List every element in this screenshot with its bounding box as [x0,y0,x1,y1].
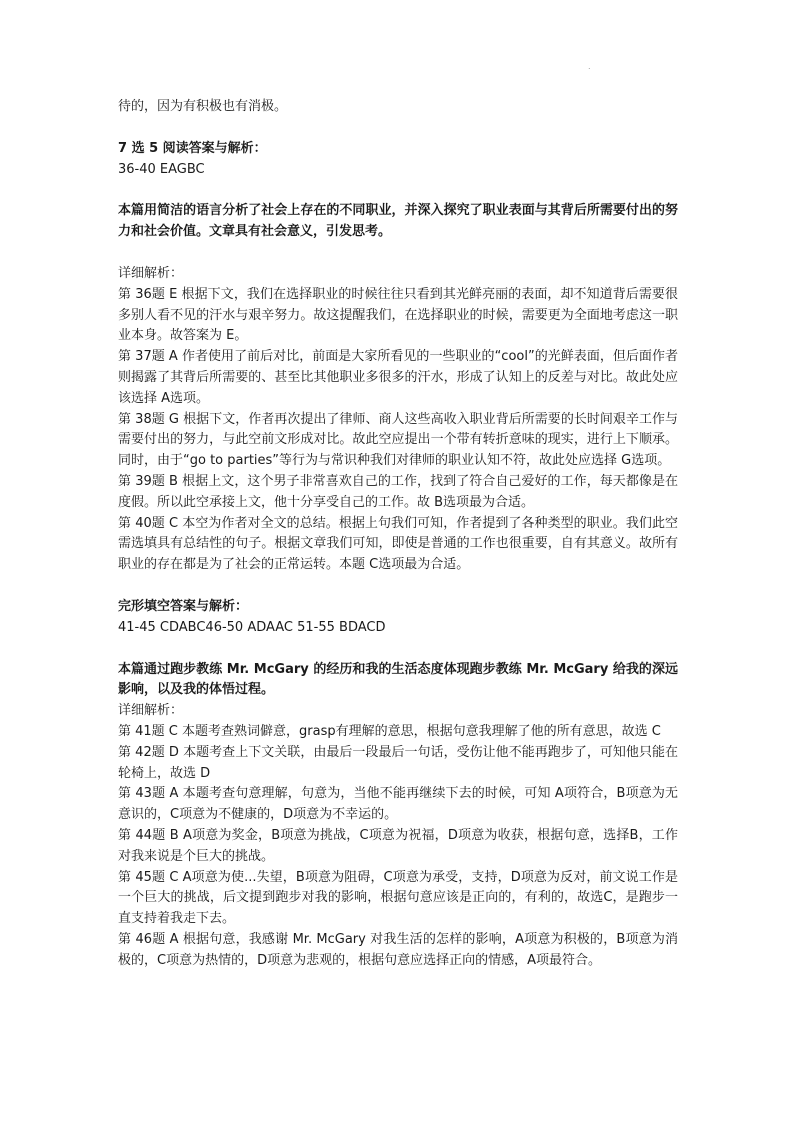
cloze-item-44: 第 44题 B A项意为奖金，B项意为挑战，C项意为祝福，D项意为收获，根据句意，选择B，工作对我来说是个巨大的挑战。 [118,827,678,864]
cloze-item-43: 第 43题 A 本题考查句意理解，句意为，当他不能再继续下去的时候，可知 A项符合，B项意为无意识的，C项意为不健康的，D项意为不幸运的。 [118,786,678,823]
reading-item-37: 第 37题 A 作者使用了前后对比，前面是大家所看见的一些职业的“cool”的光鲜表面，但后面作者则揭露了其背后所需要的、甚至比其他职业多很多的汗水，形成了认知上的反差与对比。故此处应该选择 A选项。 [118,349,678,406]
reading-section [118,139,678,576]
cloze-answers: 41-45 CDABC46-50 ADAAC 51-55 BDACD [118,619,386,635]
page-marker: . [588,62,591,71]
cloze-item-45: 第 45题 C A项意为使...失望，B项意为阻碍，C项意为承受，支持，D项意为反对，前文说工作是一个巨大的挑战，后文提到跑步对我的影响，根据句意应该是正向的，有利的，故选C，是跑步一直支持着我走下去。 [118,869,678,927]
reading-item-39: 第 39题 B 根据上文，这个男子非常喜欢自己的工作，找到了符合自己爱好的工作，每天都像是在度假。所以此空承接上文，他十分享受自己的工作。故 B选项最为合适。 [118,473,678,510]
cloze-heading: 完形填空答案与解析： [118,598,249,614]
cloze-item-41: 第 41题 C 本题考查熟词僻意，grasp有理解的意思，根据句意我理解了他的所有意思，故选 C [118,723,661,739]
reading-item-40: 第 40题 C 本空为作者对全文的总结。根据上句我们可知，作者提到了各种类型的职业。我们此空需选填具有总结性的句子。根据文章我们可知，即使是普通的工作也很重要，自有其意义。故所有职业的存在都是为了社会的正常运转。本题 C选项最为合适。 [118,515,678,573]
reading-item-36: 第 36题 E 根据下文，我们在选择职业的时候往往只看到其光鲜亮丽的表面，却不知道背后需要很多别人看不见的汗水与艰辛努力。故这提醒我们，在选择职业的时候，需要更为全面地考虑这一职业本身。故答案为 E。 [118,286,678,344]
reading-detail-label: 详细解析： [118,265,184,281]
cloze-item-46: 第 46题 A 根据句意，我感谢 Mr. McGary 对我生活的怎样的影响，A项意为积极的，B项意为消极的，C项意为热情的，D项意为悲观的，根据句意应选择正向的情感，A项最符合。 [118,931,678,968]
cloze-item-42: 第 42题 D 本题考查上下文关联，由最后一段最后一句话，受伤让他不能再跑步了，可知他只能在轮椅上，故选 D [118,744,678,781]
reading-answers: 36-40 EAGBC [118,161,205,177]
reading-item-38: 第 38题 G 根据下文，作者再次提出了律师、商人这些高收入职业背后所需要的长时间艰辛工作与需要付出的努力，与此空前文形成对比。故此空应提出一个带有转折意味的现实，进行上下顺承。同时，由于“go to parties”等行为与常识种我们对律师的职业认知不符，故此处应选择 G选项。 [118,411,678,469]
reading-summary: 本篇用简洁的语言分析了社会上存在的不同职业，并深入探究了职业表面与其背后所需要付出的努力和社会价值。文章具有社会意义，引发思考。 [118,203,678,240]
cloze-detail-label: 详细解析： [118,703,184,719]
document-body [118,97,678,971]
reading-heading: 7 选 5 阅读答案与解析： [118,140,267,156]
cloze-section [118,597,678,972]
cloze-summary: 本篇通过跑步教练 Mr. McGary 的经历和我的生活态度体现跑步教练 Mr. McGary 给我的深远影响，以及我的体悟过程。 [118,661,678,698]
intro-tail-text: 待的，因为有积极也有消极。 [118,99,288,114]
